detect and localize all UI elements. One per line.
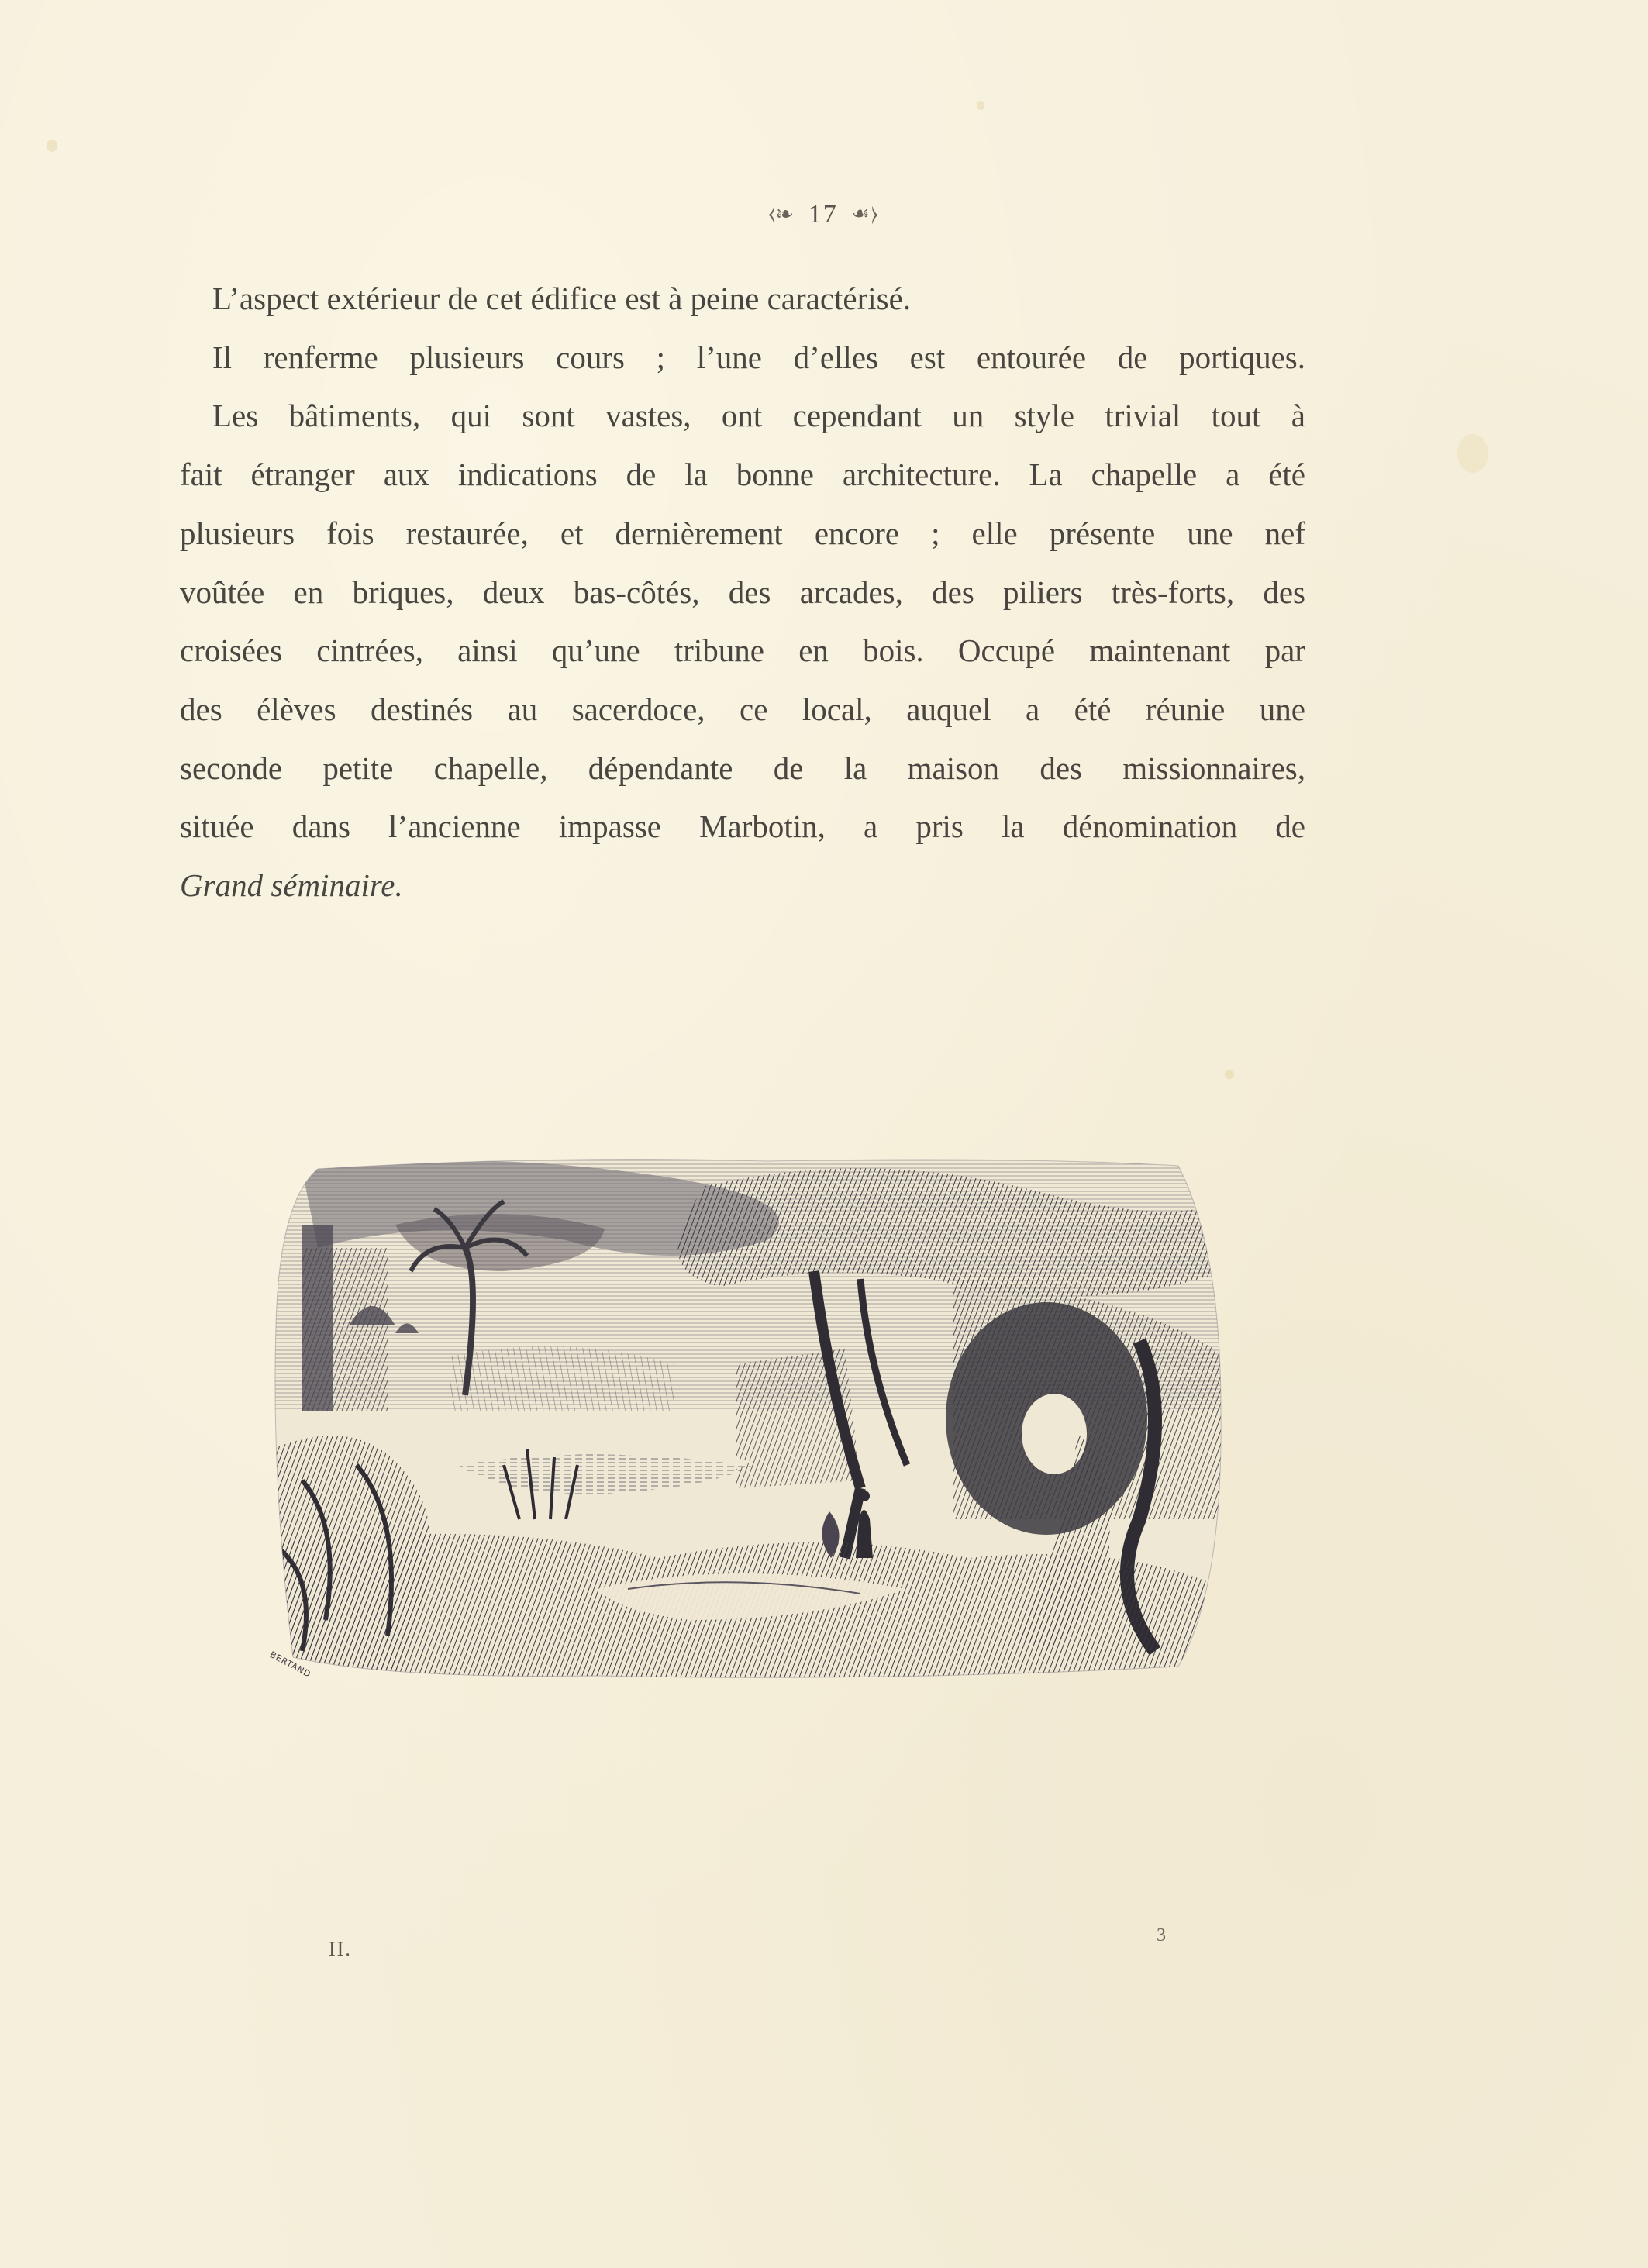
text-line: plusieurs fois restaurée, et dernièrement encore ; elle présente une nef xyxy=(180,515,1305,551)
signature-mark: II. xyxy=(329,1938,352,1960)
text-line: L’aspect extérieur de cet édifice est à peine caractérisé. xyxy=(212,281,912,316)
ornament-left-icon: ⧼❧ xyxy=(767,202,795,225)
paragraph-1 xyxy=(180,270,1305,329)
text-line: fait étranger aux indications de la bonne architecture. La chapelle a été xyxy=(180,457,1305,493)
text-line: située dans l’ancienne impasse Marbotin, a pris la dénomination de xyxy=(180,808,1305,845)
text-line: seconde petite chapelle, dépendante de la maison des missionnaires, xyxy=(180,750,1305,786)
paper-speck xyxy=(1225,1070,1234,1079)
paper-speck xyxy=(1457,434,1488,473)
page-header xyxy=(0,200,1648,229)
paragraph-3 xyxy=(180,387,1305,915)
text-line: des élèves destinés au sacerdoce, ce local, auquel a été réunie une xyxy=(180,691,1305,727)
text-line: voûtée en briques, deux bas-côtés, des arcades, des piliers très-forts, des xyxy=(180,574,1305,610)
text-line: Les bâtiments, qui sont vastes, ont cependant un style trivial tout à xyxy=(212,398,1305,434)
ornament-right-icon: ☙⧽ xyxy=(851,202,881,225)
engraving-scene xyxy=(271,1155,1225,1682)
body-text xyxy=(180,270,1305,915)
paper-speck xyxy=(47,140,57,152)
closing-italic-phrase: Grand séminaire. xyxy=(180,867,403,904)
page-number: 17 xyxy=(808,200,838,229)
text-line: croisées cintrées, ainsi qu’une tribune en bois. Occupé maintenant par xyxy=(180,632,1305,669)
paragraph-2 xyxy=(180,329,1305,388)
gathering-number: 3 xyxy=(1157,1925,1166,1946)
landscape-engraving xyxy=(271,1155,1225,1682)
engraver-signature: BERTAND xyxy=(267,1649,313,1680)
paper-speck xyxy=(977,101,984,110)
text-line: Il renferme plusieurs cours ; l’une d’elles est entourée de portiques. xyxy=(212,339,1305,375)
